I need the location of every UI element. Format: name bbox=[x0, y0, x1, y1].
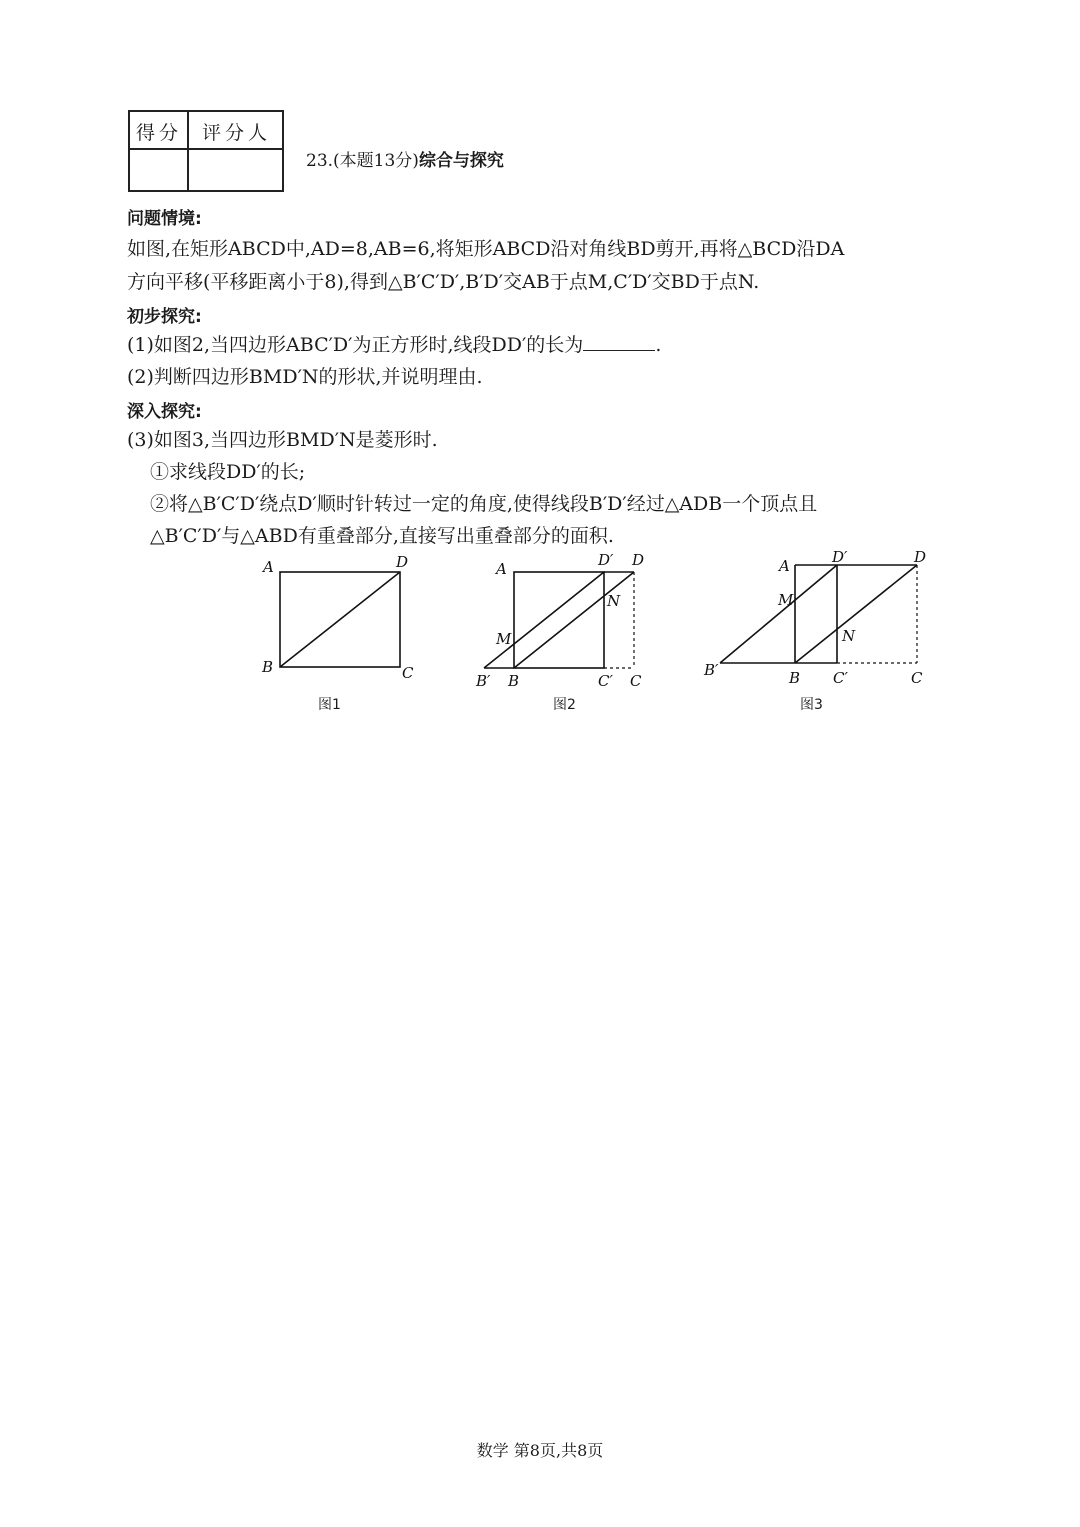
fig3-diagonal-bpdp bbox=[720, 565, 837, 663]
fig2-label-a: A bbox=[496, 560, 507, 578]
page-footer: 数学 第8页,共8页 bbox=[476, 1441, 604, 1460]
fig3-diagonal-bd bbox=[795, 565, 917, 663]
score-label: 得分 bbox=[136, 122, 183, 144]
fig1-label-d: D bbox=[396, 553, 409, 571]
fig2-label-bprime: B′ bbox=[476, 672, 491, 690]
fig2-diagonal-bpdp bbox=[484, 572, 604, 668]
figure-3 bbox=[695, 545, 940, 699]
fig1-diagonal-bd bbox=[280, 572, 400, 667]
grader-label: 评分人 bbox=[202, 122, 272, 144]
prelim-heading: 初步探究: bbox=[127, 307, 202, 327]
fig2-label-c: C bbox=[630, 672, 642, 690]
question-title bbox=[306, 146, 504, 171]
answer-blank[interactable] bbox=[583, 332, 655, 351]
figure-1-caption: 图1 bbox=[318, 697, 341, 713]
figure-1 bbox=[250, 550, 430, 694]
question-3-part-2-line-2: △B′C′D′与△ABD有重叠部分,直接写出重叠部分的面积. bbox=[150, 525, 614, 547]
fig2-label-d: D bbox=[632, 551, 645, 569]
fig3-label-c: C bbox=[911, 669, 923, 687]
context-heading: 问题情境: bbox=[127, 209, 202, 229]
context-line-1: 如图,在矩形ABCD中,AD=8,AB=6,将矩形ABCD沿对角线BD剪开,再将△BCD沿DA bbox=[127, 238, 845, 260]
figure-2-caption: 图2 bbox=[553, 697, 576, 713]
fig3-label-b: B bbox=[789, 669, 801, 687]
fig3-label-cprime: C′ bbox=[833, 669, 848, 687]
fig2-label-b: B bbox=[508, 672, 520, 690]
fig1-label-b: B bbox=[262, 658, 274, 676]
fig3-label-dprime: D′ bbox=[832, 548, 848, 566]
fig3-label-m: M bbox=[778, 591, 794, 609]
fig3-label-d: D bbox=[914, 548, 927, 566]
question-1-text: (1)如图2,当四边形ABC′D′为正方形时,线段DD′的长为 bbox=[127, 334, 584, 356]
deep-heading: 深入探究: bbox=[127, 402, 202, 422]
question-3: (3)如图3,当四边形BMD′N是菱形时. bbox=[127, 429, 438, 451]
question-1 bbox=[127, 330, 661, 357]
fig1-label-c: C bbox=[402, 664, 414, 682]
fig1-label-a: A bbox=[263, 558, 274, 576]
question-1-end: . bbox=[655, 334, 662, 356]
fig3-label-bprime: B′ bbox=[704, 661, 719, 679]
question-number: 23.(本题13分) bbox=[306, 151, 419, 171]
fig2-square-abcpdp bbox=[514, 572, 604, 668]
question-3-part-1: ①求线段DD′的长; bbox=[150, 461, 306, 483]
figure-3-caption: 图3 bbox=[800, 697, 823, 713]
fig3-label-n: N bbox=[842, 627, 856, 645]
score-table bbox=[128, 110, 284, 192]
fig2-label-dprime: D′ bbox=[598, 551, 614, 569]
fig3-label-a: A bbox=[779, 557, 790, 575]
fig2-label-cprime: C′ bbox=[598, 672, 613, 690]
question-2: (2)判断四边形BMD′N的形状,并说明理由. bbox=[127, 366, 483, 388]
figure-2 bbox=[468, 548, 668, 697]
context-line-2: 方向平移(平移距离小于8),得到△B′C′D′,B′D′交AB于点M,C′D′交BD于点N. bbox=[127, 271, 760, 293]
question-3-part-2-line-1: ②将△B′C′D′绕点D′顺时针转过一定的角度,使得线段B′D′经过△ADB一个顶点且 bbox=[150, 493, 818, 515]
fig2-diagonal-bd bbox=[514, 572, 634, 668]
question-topic: 综合与探究 bbox=[418, 151, 504, 171]
fig2-label-n: N bbox=[607, 592, 621, 610]
fig2-label-m: M bbox=[496, 630, 512, 648]
